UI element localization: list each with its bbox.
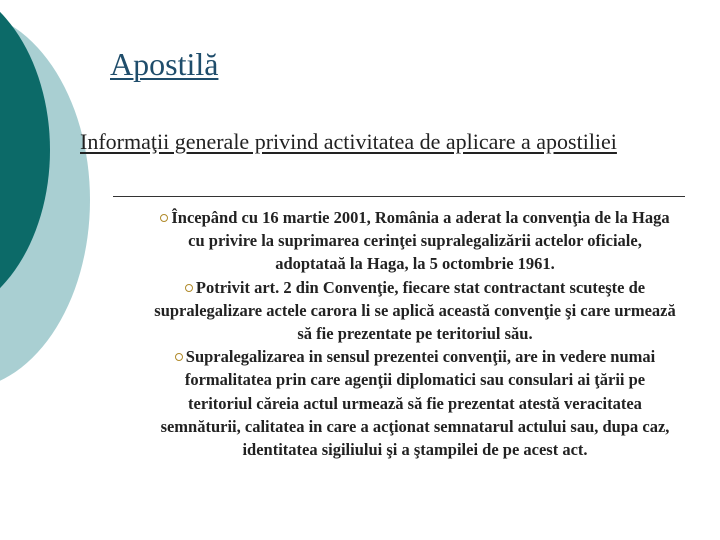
- body-paragraph: [152, 206, 678, 276]
- bullet-icon: [175, 353, 183, 361]
- paragraph-text: Potrivit art. 2 din Convenţie, fiecare stat contractant scuteşte de supralegalizare actele carora li se aplică această convenţie şi care urmează să fie prezentate pe teritoriul său.: [154, 277, 676, 344]
- paragraph-text: Supralegalizarea in sensul prezentei convenţii, are in vedere numai formalitatea prin care agenţii diplomatici sau consulari ai ţării pe teritoriul căreia actul urmează să fie prezentat atestă veracitatea semnăturii, calitatea in care a acţionat semnatarul actului sau, dupa caz, identitatea sigiliului şi a ştampilei de pe acest act.: [160, 347, 670, 460]
- bullet-icon: [160, 214, 168, 222]
- body-paragraph: [152, 276, 678, 346]
- slide-title: Apostilă: [110, 46, 219, 82]
- paragraph-text: Începând cu 16 martie 2001, România a aderat la convenţia de la Haga cu privire la suprimarea cerinţei supralegalizării actelor oficiale, adoptataă la Haga, la 5 octombrie 1961.: [171, 208, 670, 274]
- slide-body: [152, 206, 678, 461]
- divider-line: [113, 196, 685, 197]
- slide-subtitle: Informaţii generale privind activitatea de aplicare a apostiliei: [80, 129, 617, 154]
- bullet-icon: [185, 284, 193, 292]
- body-paragraph: [152, 345, 678, 461]
